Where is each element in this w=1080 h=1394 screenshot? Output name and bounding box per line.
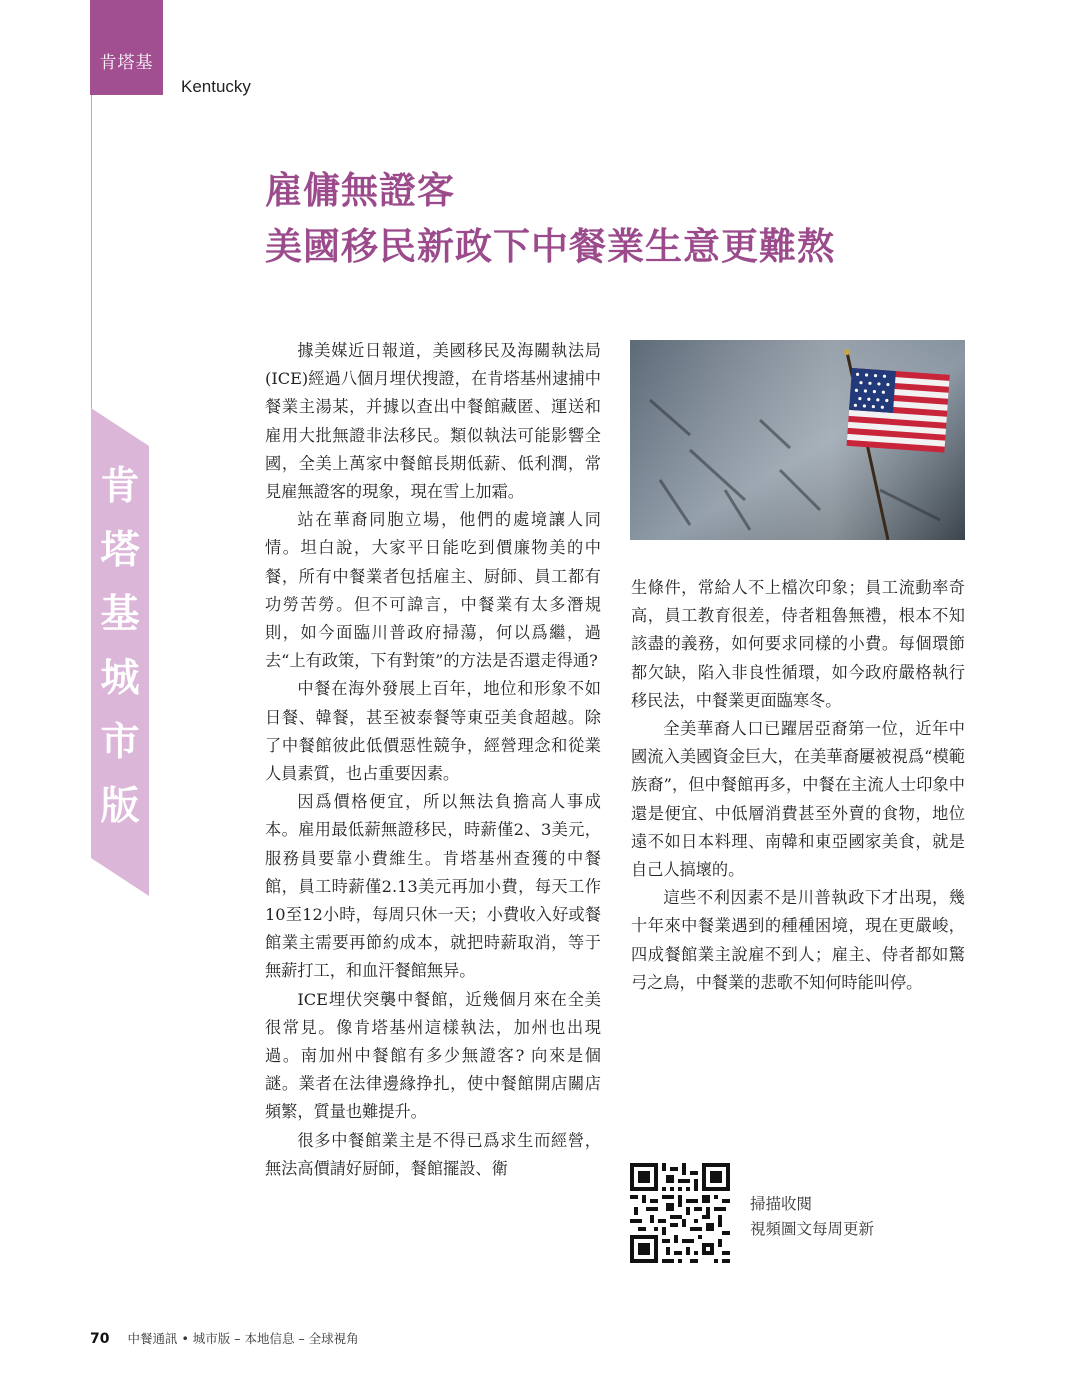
- section-tab: 肯塔基: [90, 0, 163, 95]
- qr-code-graphic: [630, 1163, 730, 1263]
- side-banner-text: [91, 455, 149, 839]
- article-title: [265, 162, 835, 274]
- us-flag-photo: [630, 340, 965, 540]
- article-paragraph: 這些不利因素不是川普執政下才出現，幾十年來中餐業遇到的種種困境，現在更嚴峻，四成餐館業主說雇不到人；雇主、侍者都如驚弓之鳥，中餐業的悲歌不知何時能叫停。: [631, 888, 965, 992]
- qr-caption: [750, 1192, 874, 1242]
- qr-code-icon[interactable]: [630, 1163, 730, 1263]
- side-banner-char: 市: [100, 720, 140, 765]
- qr-caption-line2: 視頻圖文每周更新: [750, 1220, 875, 1238]
- side-banner-char: 肯: [100, 464, 140, 509]
- article-paragraph: 全美華裔人口已躍居亞裔第一位，近年中國流入美國資金巨大，在美華裔屢被視爲“模範族裔”，但中餐館再多，中餐在主流人士印象中還是便宜、中低層消費甚至外賣的食物，地位遠不如日本料理、南韓和東亞國家美食，就是自己人搞壞的。: [631, 719, 965, 880]
- side-banner-char: 版: [100, 784, 140, 829]
- article-title-line1: 雇傭無證客: [265, 168, 455, 212]
- article-paragraph: 站在華裔同胞立場，他們的處境讓人同情。坦白說，大家平日能吃到價廉物美的中餐，所有中餐業者包括雇主、厨師、員工都有功勞苦勞。但不可諱言，中餐業有太多潛規則，如今面臨川普政府掃蕩，何以爲繼，過去“上有政策，下有對策”的方法是否還走得通?: [265, 510, 601, 671]
- article-paragraph: ICE埋伏突襲中餐館，近幾個月來在全美很常見。像肯塔基州這樣執法，加州也出現過。南加州中餐館有多少無證客? 向來是個謎。業者在法律邊緣挣扎，使中餐館開店關店頻繁，質量也難提升。: [265, 989, 601, 1122]
- qr-caption-line1: 掃描收閱: [750, 1195, 813, 1213]
- article-column-left: [265, 337, 601, 1183]
- side-banner-char: 基: [100, 592, 140, 637]
- side-banner-char: 塔: [100, 528, 140, 573]
- article-paragraph: 很多中餐館業主是不得已爲求生而經營，無法高價請好厨師，餐館擺設、衛: [265, 1130, 601, 1178]
- article-paragraph: 據美媒近日報道，美國移民及海關執法局(ICE)經過八個月埋伏搜證，在肯塔基州逮捕中餐業主湯某，并據以查出中餐館藏匿、運送和雇用大批無證非法移民。類似執法可能影響全國，全美上萬家中餐館長期低薪、低利潤，常見雇無證客的現象，現在雪上加霜。: [265, 341, 601, 502]
- us-flag-photo-graphic: [630, 340, 965, 540]
- vertical-divider: [91, 95, 92, 410]
- section-english-label: Kentucky: [181, 77, 251, 96]
- article-paragraph: 生條件，常給人不上檔次印象；員工流動率奇高，員工教育很差，侍者粗魯無禮，根本不知該盡的義務，如何要求同樣的小費。每個環節都欠缺，陷入非良性循環，如今政府嚴格執行移民法，中餐業更面臨寒冬。: [631, 578, 965, 710]
- article-paragraph: 因爲價格便宜，所以無法負擔高人事成本。雇用最低薪無證移民，時薪僅2、3美元，服務員要靠小費維生。肯塔基州查獲的中餐館，員工時薪僅2.13美元再加小費，每天工作10至12小時，每周只休一天；小費收入好或餐館業主需要再節約成本，就把時薪取消，等于無薪打工，和血汗餐館無异。: [265, 792, 601, 981]
- footer-text: 中餐通訊 • 城市版 – 本地信息 – 全球視角: [127, 1331, 359, 1346]
- side-banner-char: 城: [100, 656, 140, 701]
- page-footer: [90, 1329, 359, 1347]
- article-column-right: [631, 574, 965, 997]
- article-paragraph: 中餐在海外發展上百年，地位和形象不如日餐、韓餐，甚至被泰餐等東亞美食超越。除了中餐館彼此低價惡性競争，經營理念和從業人員素質，也占重要因素。: [265, 679, 601, 784]
- page-number: 70: [90, 1331, 110, 1347]
- article-title-line2: 美國移民新政下中餐業生意更難熬: [265, 224, 835, 268]
